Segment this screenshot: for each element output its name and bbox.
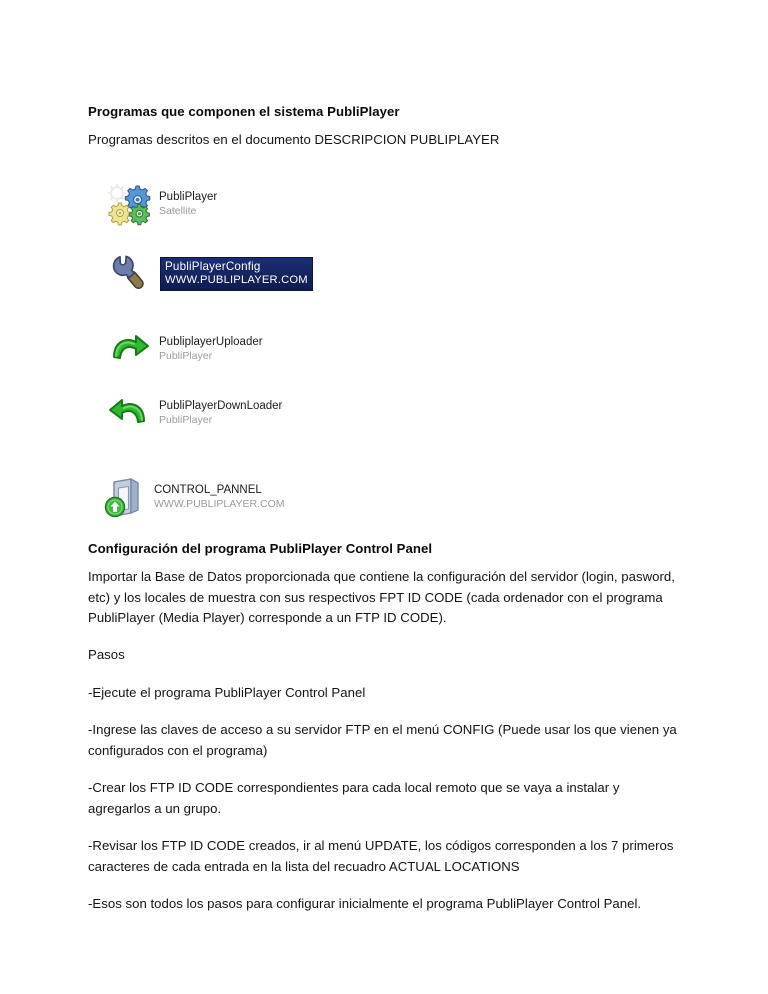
list-item[interactable]	[105, 325, 263, 373]
program-subtitle: PubliPlayer	[159, 349, 213, 362]
program-title: PubliPlayerDownLoader	[159, 400, 283, 413]
program-labels-selected	[161, 258, 312, 290]
program-subtitle: PubliPlayer	[159, 413, 213, 426]
wrench-icon-glyph	[105, 250, 153, 298]
gears-icon	[105, 180, 153, 228]
program-subtitle: Satellite	[159, 204, 197, 217]
green-down-arrow-icon	[105, 389, 153, 437]
step-item-3: -Crear los FTP ID CODE correspondientes para cada local remoto que se vaya a instalar y agregarlos a un grupo.	[88, 780, 620, 816]
paragraph-import: Importar la Base de Datos proporcionada que contiene la configuración del servidor (login, pasword, etc) y los locales de muestra con sus respectivos FPT ID CODE (cada ordenador con el programa PubliPlayer (Media Player) corresponde a un FTP ID CODE).	[88, 569, 675, 625]
gears-icon-glyph	[105, 180, 153, 228]
server-upload-icon-glyph	[100, 473, 148, 521]
program-labels	[154, 484, 285, 510]
section-title-config: Configuración del programa PubliPlayer Control Panel	[88, 541, 433, 557]
server-upload-icon	[100, 473, 148, 521]
list-item[interactable]	[105, 180, 217, 228]
step-item-4: -Revisar los FTP ID CODE creados, ir al menú UPDATE, los códigos corresponden a los 7 primeros caracteres de cada entrada en la lista del recuadro ACTUAL LOCATIONS	[88, 838, 674, 874]
intro-paragraph: Programas descritos en el documento DESCRIPCION PUBLIPLAYER	[88, 131, 500, 147]
list-item[interactable]	[100, 473, 285, 521]
program-subtitle: WWW.PUBLIPLAYER.COM	[154, 497, 285, 510]
program-title: PubliPlayer	[159, 191, 218, 204]
program-labels	[159, 191, 217, 217]
steps-label: Pasos	[88, 647, 125, 663]
program-title: PubliplayerUploader	[159, 336, 263, 349]
document-content	[88, 103, 680, 915]
wrench-icon	[105, 250, 153, 298]
step-item-1: -Ejecute el programa PubliPlayer Control Panel	[88, 684, 366, 700]
program-title: CONTROL_PANNEL	[154, 484, 262, 497]
green-up-arrow-icon-glyph	[105, 325, 153, 373]
program-labels	[159, 336, 263, 362]
green-up-arrow-icon	[105, 325, 153, 373]
program-title: PubliPlayerConfig	[165, 260, 261, 274]
program-labels	[159, 400, 282, 426]
list-item[interactable]	[105, 389, 282, 437]
step-item-5: -Esos son todos los pasos para configurar inicialmente el programa PubliPlayer Control Panel.	[88, 896, 642, 912]
step-item-2: -Ingrese las claves de acceso a su servidor FTP en el menú CONFIG (Puede usar los que vienen ya configurados con el programa)	[88, 722, 677, 758]
program-subtitle: WWW.PUBLIPLAYER.COM	[165, 273, 308, 286]
list-item-selected[interactable]	[105, 250, 312, 298]
page-title: Programas que componen el sistema PubliPlayer	[88, 104, 400, 119]
green-down-arrow-icon-glyph	[105, 389, 153, 437]
